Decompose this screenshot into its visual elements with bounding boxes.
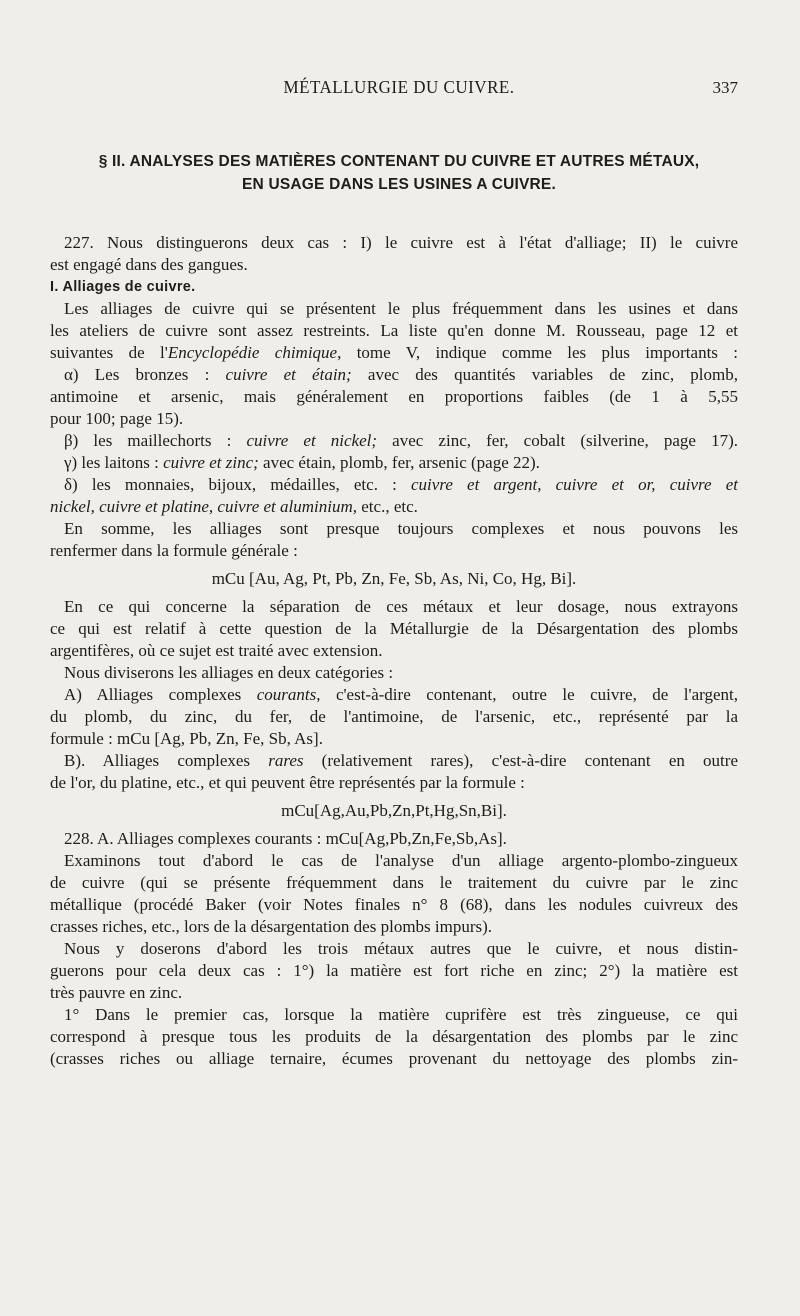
paragraph-228: 228. A. Alliages complexes courants : mCu[Ag,Pb,Zn,Fe,Sb,As]. Examinons tout d'abord le cas de l'analyse d'un alliage argento-plombo-zingueux de cuivre (qui se présente fréquemment dans le traitement du cuivre par le zinc métallique (procédé Baker (voir Notes finales n° 8 (68), dans les nodules cuivreux des crasses riches, etc., lors de la désargentation des plombs impurs). — [50, 829, 738, 936]
item-beta: β) les maillechorts : cuivre et nickel; avec zinc, fer, cobalt (silverine, page 17). — [64, 431, 739, 450]
paragraph-intro — [50, 298, 738, 364]
item-delta: δ) les monnaies, bijoux, médailles, etc. : cuivre et argent, cuivre et or, cuivre et nickel, cuivre et platine, cuivre et aluminium, etc., etc. — [50, 475, 739, 516]
intro-line-2: les ateliers de cuivre sont assez restreints. La liste qu'en donne M. Rousseau, page 12 et — [50, 321, 738, 340]
paragraph-228-heading: 228. A. Alliages complexes courants : mCu[Ag,Pb,Zn,Fe,Sb,As]. — [64, 829, 507, 848]
subsection-heading-alliages: I. Alliages de cuivre. — [50, 279, 196, 295]
paragraph-227 — [50, 232, 738, 276]
section-heading-line-2: EN USAGE DANS LES USINES A CUIVRE. — [242, 176, 556, 193]
paragraph-first-case: 1° Dans le premier cas, lorsque la matière cuprifère est très zingueuse, ce qui correspond à presque tous les produits de la désargentation des plombs par le zinc (crasses riches ou alliage ternaire, écumes provenant du nettoyage des plombs zin- — [50, 1005, 738, 1068]
paragraph-number-227: 227. — [64, 233, 94, 252]
section-heading-line-1: § II. ANALYSES DES MATIÈRES CONTENANT DU CUIVRE ET AUTRES MÉTAUX, — [98, 153, 700, 170]
page-body — [50, 232, 738, 1070]
paragraph-dosage: Nous y doserons d'abord les trois métaux autres que le cuivre, et nous distin- guerons pour cela deux cas : 1°) la matière est fort riche en zinc; 2°) la matière est très pauvre en zinc. — [50, 939, 738, 1002]
formula-rare: mCu[Ag,Au,Pb,Zn,Pt,Hg,Sn,Bi]. — [281, 801, 507, 820]
paragraph-227-line-2: est engagé dans des gangues. — [50, 255, 248, 274]
running-title: MÉTALLURGIE DU CUIVRE. — [283, 77, 515, 98]
formula-general: mCu [Au, Ag, Pt, Pb, Zn, Fe, Sb, As, Ni, Co, Hg, Bi]. — [211, 569, 577, 588]
item-alpha: α) Les bronzes : cuivre et étain; avec des quantités variables de zinc, plomb, antimoine et arsenic, mais généralement en proportions faibles (de 1 à 5,55 pour 100; page 15). — [50, 365, 738, 428]
encyclopedie-title: Encyclopédie chimique — [167, 343, 338, 362]
paragraph-227-line-1: Nous distinguerons deux cas : I) le cuivre est à l'état d'alliage; II) le cuivre — [107, 233, 738, 252]
section-heading — [60, 150, 738, 196]
categories-line: Nous diviserons les alliages en deux catégories : — [64, 663, 394, 682]
paragraph-general: En somme, les alliages sont presque toujours complexes et nous pouvons les renfermer dans la formule générale : — [50, 519, 738, 560]
intro-line-1: Les alliages de cuivre qui se présentent le plus fréquemment dans les usines et dans — [64, 299, 738, 318]
paragraph-separation: En ce qui concerne la séparation de ces métaux et leur dosage, nous extrayons ce qui est relatif à cette question de la Métallurgie de la Désargentation des plombs argentifères, où ce sujet est traité avec extension. — [50, 597, 738, 660]
category-b: B). Alliages complexes rares (relativement rares), c'est-à-dire contenant en outre de l'or, du platine, etc., et qui peuvent être représentés par la formule : — [50, 751, 738, 792]
page-number: 337 — [712, 78, 738, 97]
category-a: A) Alliages complexes courants, c'est-à-dire contenant, outre le cuivre, de l'argent, du plomb, du zinc, du fer, de l'antimoine, de l'arsenic, etc., représenté par la formule : mCu [Ag, Pb, Zn, Fe, Sb, As]. — [50, 685, 738, 748]
item-gamma: γ) les laitons : cuivre et zinc; avec étain, plomb, fer, arsenic (page 22). — [64, 453, 540, 472]
intro-line-3: suivantes de l'Encyclopédie chimique, tome V, indique comme les plus importants : — [50, 343, 738, 362]
page-header — [60, 78, 738, 102]
